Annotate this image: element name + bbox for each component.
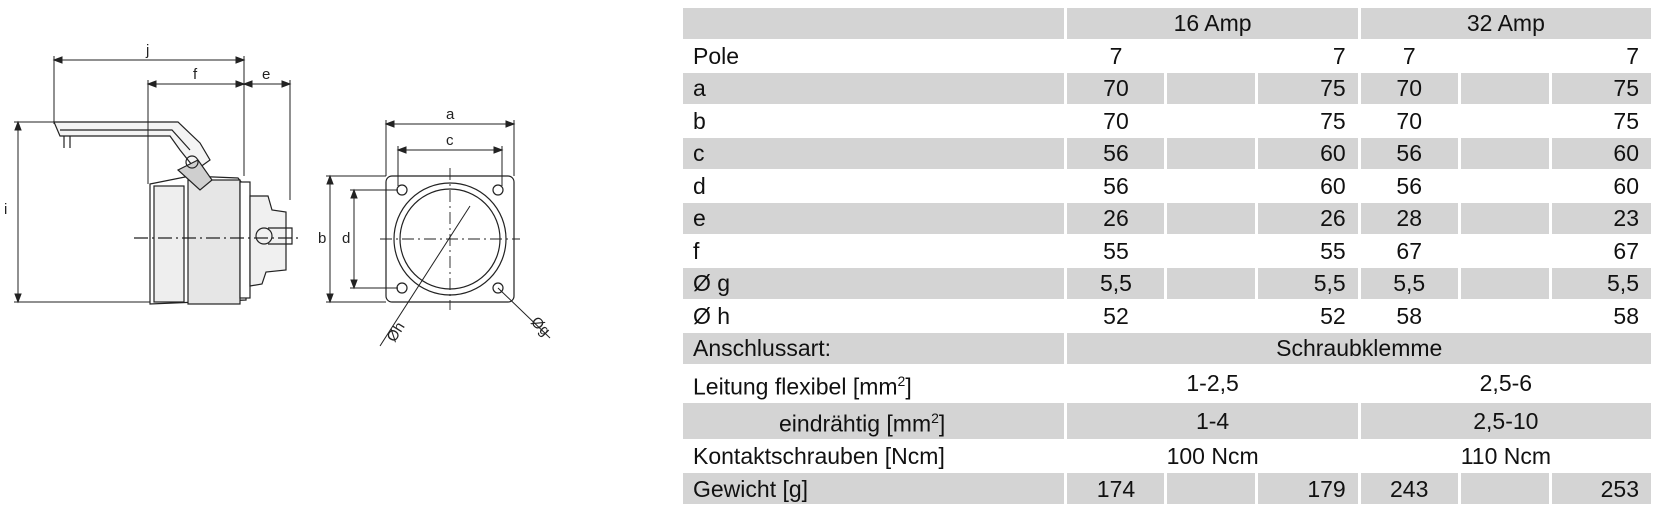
table-row bbox=[683, 236, 1654, 269]
cell: 60 bbox=[1258, 138, 1360, 171]
row-label: Ø h bbox=[683, 301, 1067, 334]
row-label: Kontaktschrauben [Ncm] bbox=[683, 441, 1067, 474]
cell bbox=[1167, 473, 1258, 506]
cell: 58 bbox=[1552, 301, 1654, 334]
kontakt-16-value: 100 Ncm bbox=[1067, 441, 1360, 474]
cell: 7 bbox=[1361, 41, 1461, 74]
cell bbox=[1167, 301, 1258, 334]
label-j: j bbox=[146, 42, 150, 59]
row-label bbox=[683, 403, 1067, 441]
cell: 253 bbox=[1552, 473, 1654, 506]
table-row bbox=[683, 138, 1654, 171]
cell: 5,5 bbox=[1258, 268, 1360, 301]
row-label: d bbox=[683, 171, 1067, 204]
cell: 60 bbox=[1258, 171, 1360, 204]
table-row-leitung bbox=[683, 366, 1654, 404]
cell bbox=[1167, 41, 1258, 74]
table-row-anschlussart bbox=[683, 333, 1654, 366]
cell bbox=[1461, 106, 1552, 139]
cell bbox=[1461, 203, 1552, 236]
cell: 70 bbox=[1361, 73, 1461, 106]
cell: 56 bbox=[1361, 138, 1461, 171]
table-header-row bbox=[683, 8, 1654, 41]
cell: 52 bbox=[1258, 301, 1360, 334]
cell: 28 bbox=[1361, 203, 1461, 236]
cell: 75 bbox=[1258, 106, 1360, 139]
table-row-eindraehtig bbox=[683, 403, 1654, 441]
label-text: Leitung flexibel [mm bbox=[693, 373, 898, 400]
label-c: c bbox=[446, 132, 454, 149]
cell: 75 bbox=[1552, 106, 1654, 139]
row-label: a bbox=[683, 73, 1067, 106]
cell bbox=[1461, 268, 1552, 301]
row-label: Ø g bbox=[683, 268, 1067, 301]
label-b: b bbox=[318, 230, 327, 247]
label-e: e bbox=[262, 66, 271, 83]
label-d: d bbox=[342, 230, 351, 247]
cell bbox=[1461, 73, 1552, 106]
label-text-end: ] bbox=[938, 410, 946, 437]
table-row bbox=[683, 106, 1654, 139]
cell: 60 bbox=[1552, 138, 1654, 171]
cell bbox=[1167, 236, 1258, 269]
kontakt-32-value: 110 Ncm bbox=[1361, 441, 1654, 474]
cell: 55 bbox=[1067, 236, 1167, 269]
row-label: f bbox=[683, 236, 1067, 269]
cell bbox=[1167, 268, 1258, 301]
eindraehtig-32-value: 2,5-10 bbox=[1361, 403, 1654, 441]
table-row bbox=[683, 171, 1654, 204]
cell: 58 bbox=[1361, 301, 1461, 334]
row-label: b bbox=[683, 106, 1067, 139]
cell: 67 bbox=[1552, 236, 1654, 269]
row-label: Gewicht [g] bbox=[683, 473, 1067, 506]
table-row bbox=[683, 203, 1654, 236]
cell: 243 bbox=[1361, 473, 1461, 506]
cell: 75 bbox=[1552, 73, 1654, 106]
header-32-amp: 32 Amp bbox=[1361, 8, 1654, 41]
table-row bbox=[683, 268, 1654, 301]
label-i: i bbox=[4, 201, 8, 218]
label-f: f bbox=[193, 66, 198, 83]
leitung-32-value: 2,5-6 bbox=[1361, 366, 1654, 404]
table-row-kontakt bbox=[683, 441, 1654, 474]
cell bbox=[1167, 171, 1258, 204]
cell: 60 bbox=[1552, 171, 1654, 204]
cell bbox=[1461, 138, 1552, 171]
row-label bbox=[683, 366, 1067, 404]
cell: 56 bbox=[1067, 171, 1167, 204]
cell: 26 bbox=[1067, 203, 1167, 236]
table-row bbox=[683, 41, 1654, 74]
cell bbox=[1167, 73, 1258, 106]
front-view bbox=[380, 168, 550, 346]
technical-drawing bbox=[0, 0, 680, 502]
label-text: eindrähtig [mm bbox=[779, 410, 932, 437]
cell bbox=[1461, 236, 1552, 269]
table-row bbox=[683, 73, 1654, 106]
cell bbox=[1167, 106, 1258, 139]
spec-table bbox=[683, 8, 1654, 506]
row-label: Anschlussart: bbox=[683, 333, 1067, 366]
cell: 75 bbox=[1258, 73, 1360, 106]
row-label: e bbox=[683, 203, 1067, 236]
cell: 5,5 bbox=[1067, 268, 1167, 301]
cell: 5,5 bbox=[1552, 268, 1654, 301]
cell: 7 bbox=[1067, 41, 1167, 74]
cell: 5,5 bbox=[1361, 268, 1461, 301]
cell bbox=[1461, 301, 1552, 334]
cell: 7 bbox=[1258, 41, 1360, 74]
row-label: c bbox=[683, 138, 1067, 171]
anschlussart-value: Schraubklemme bbox=[1067, 333, 1654, 366]
cell bbox=[1461, 171, 1552, 204]
cell: 174 bbox=[1067, 473, 1167, 506]
row-label: Pole bbox=[683, 41, 1067, 74]
cell: 56 bbox=[1361, 171, 1461, 204]
cell: 67 bbox=[1361, 236, 1461, 269]
cell: 70 bbox=[1361, 106, 1461, 139]
cell bbox=[1167, 203, 1258, 236]
superscript: 2 bbox=[897, 372, 906, 389]
eindraehtig-16-value: 1-4 bbox=[1067, 403, 1360, 441]
table-row bbox=[683, 301, 1654, 334]
label-h: Øh bbox=[383, 319, 409, 346]
cell: 52 bbox=[1067, 301, 1167, 334]
cell bbox=[1167, 138, 1258, 171]
cell bbox=[1461, 41, 1552, 74]
cell bbox=[1461, 473, 1552, 506]
cell: 56 bbox=[1067, 138, 1167, 171]
label-a: a bbox=[446, 106, 455, 123]
cell: 70 bbox=[1067, 106, 1167, 139]
label-g: Øg bbox=[527, 313, 554, 340]
table-row-gewicht bbox=[683, 473, 1654, 506]
header-empty bbox=[683, 8, 1067, 41]
cell: 70 bbox=[1067, 73, 1167, 106]
label-text-end: ] bbox=[905, 373, 912, 400]
cell: 26 bbox=[1258, 203, 1360, 236]
cell: 55 bbox=[1258, 236, 1360, 269]
cell: 23 bbox=[1552, 203, 1654, 236]
header-16-amp: 16 Amp bbox=[1067, 8, 1360, 41]
side-view bbox=[54, 122, 302, 304]
superscript: 2 bbox=[931, 410, 939, 427]
cell: 179 bbox=[1258, 473, 1360, 506]
cell: 7 bbox=[1552, 41, 1654, 74]
leitung-16-value: 1-2,5 bbox=[1067, 366, 1360, 404]
